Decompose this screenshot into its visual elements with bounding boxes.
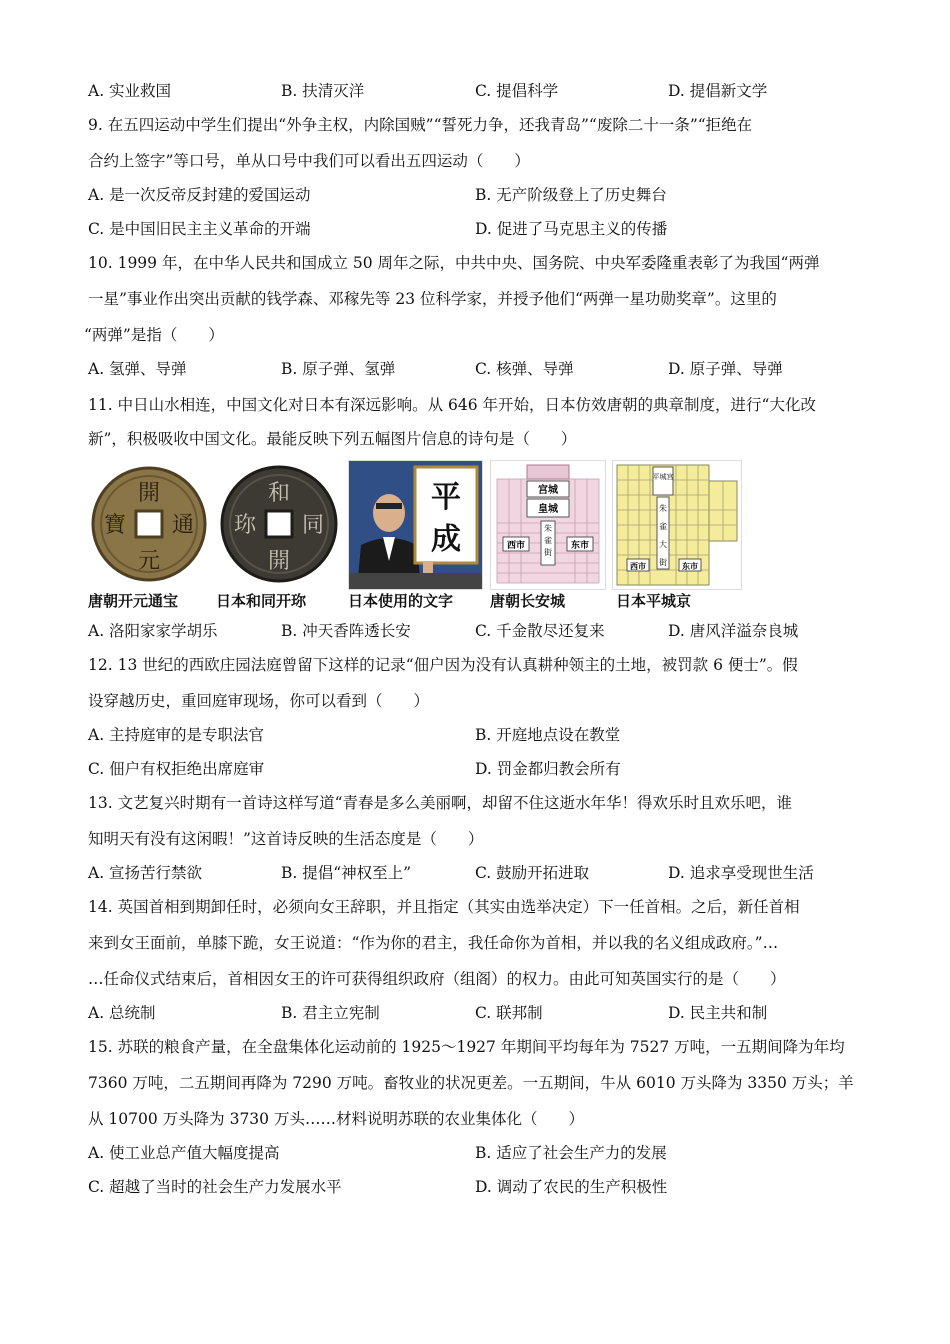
caption-kaiyuan-coin: 唐朝开元通宝 xyxy=(88,592,179,610)
q9-stem-line-1: 9. 在五四运动中学生们提出“外争主权，内除国贼”“誓死力争，还我青岛”“废除二十一条”“拒绝在 xyxy=(88,116,753,134)
heijo-label-zhuque-3: 大 xyxy=(659,540,667,549)
heisei-placard-photo xyxy=(348,460,483,590)
coin2-char-top: 和 xyxy=(267,481,291,506)
q9-option-a: A. 是一次反帝反封建的爱国运动 xyxy=(88,186,311,204)
q13-option-c: C. 鼓励开拓进取 xyxy=(475,864,590,882)
caption-changan-city: 唐朝长安城 xyxy=(490,592,566,610)
changan-city-map xyxy=(490,460,606,590)
q10-stem-line-1: 10. 1999 年，在中华人民共和国成立 50 周年之际，中共中央、国务院、中央军委隆重表彰了为我国“两弹 xyxy=(88,254,820,272)
coin2-char-left: 珎 xyxy=(233,513,257,538)
q8-option-d: D. 提倡新文学 xyxy=(668,82,768,100)
person-face xyxy=(373,494,405,532)
q13-option-a: A. 宣扬苦行禁欲 xyxy=(88,864,203,882)
q10-option-a: A. 氢弹、导弹 xyxy=(88,360,187,378)
heijokyo-city-map xyxy=(612,460,742,590)
q12-stem-line-2: 设穿越历史，重回庭审现场，你可以看到（ ） xyxy=(88,692,430,710)
q15-stem-line-2: 7360 万吨，二五期间再降为 7290 万吨。畜牧业的状况更差。一五期间，牛从 6010 万头降为 3350 万头；羊 xyxy=(88,1074,854,1092)
heijo-label-zhuque-2: 雀 xyxy=(659,522,667,531)
q14-stem-line-2: 来到女王面前，单膝下跪，女王说道：“作为你的君主，我任命你为首相，并以我的名义组成政府。”… xyxy=(88,934,779,952)
q14-option-d: D. 民主共和制 xyxy=(668,1004,768,1022)
q13-option-d: D. 追求享受现世生活 xyxy=(668,864,814,882)
q12-option-b: B. 开庭地点设在教堂 xyxy=(475,726,621,744)
coin2-char-bottom: 開 xyxy=(267,549,291,574)
heijo-label-east-market: 东市 xyxy=(682,562,698,571)
q8-option-b: B. 扶清灭洋 xyxy=(281,82,365,100)
q13-stem-line-2: 知明天有没有这闲暇！”这首诗反映的生活态度是（ ） xyxy=(88,830,484,848)
q14-option-a: A. 总统制 xyxy=(88,1004,156,1022)
coin1-char-bottom: 元 xyxy=(137,549,161,574)
caption-heijokyo: 日本平城京 xyxy=(616,592,692,610)
q15-stem-line-3: 从 10700 万头降为 3730 万头……材料说明苏联的农业集体化（ ） xyxy=(88,1110,584,1128)
q11-option-b: B. 冲天香阵透长安 xyxy=(281,622,411,640)
placard-char-2: 成 xyxy=(431,522,461,557)
q13-option-b: B. 提倡“神权至上” xyxy=(281,864,412,882)
q15-option-d: D. 调动了农民的生产积极性 xyxy=(475,1178,668,1196)
q9-option-c: C. 是中国旧民主主义革命的开端 xyxy=(88,220,311,238)
q9-stem-line-2: 合约上签字”等口号，单从口号中我们可以看出五四运动（ ） xyxy=(88,152,530,170)
q14-stem-line-1: 14. 英国首相到期卸任时，必须向女王辞职，并且指定（其实由选举决定）下一任首相。之后，新任首相 xyxy=(88,898,800,916)
q12-option-a: A. 主持庭审的是专职法官 xyxy=(88,726,265,744)
q11-option-d: D. 唐风洋溢奈良城 xyxy=(668,622,799,640)
q11-stem-line-2: 新”，积极吸收中国文化。最能反映下列五幅图片信息的诗句是（ ） xyxy=(88,430,577,448)
wado-kaichin-coin-image xyxy=(216,460,342,588)
coin1-char-top: 開 xyxy=(137,481,161,506)
q8-option-c: C. 提倡科学 xyxy=(475,82,559,100)
changan-label-zhuque-2: 雀 xyxy=(544,536,552,545)
changan-label-zhuque-1: 朱 xyxy=(544,524,552,533)
changan-label-west-market: 西市 xyxy=(506,541,526,551)
q10-option-b: B. 原子弹、氢弹 xyxy=(281,360,396,378)
heijo-label-zhuque-4: 街 xyxy=(659,558,667,567)
q12-option-d: D. 罚金都归教会所有 xyxy=(475,760,621,778)
heijo-label-palace: 平城宫 xyxy=(652,473,674,481)
q10-option-c: C. 核弹、导弹 xyxy=(475,360,574,378)
q8-option-a: A. 实业救国 xyxy=(88,82,172,100)
q10-stem-line-3: “两弹”是指（ ） xyxy=(84,326,224,344)
q15-stem-line-1: 15. 苏联的粮食产量，在全盘集体化运动前的 1925～1927 年期间平均每年为 7527 万吨，一五期间降为年均 xyxy=(88,1038,845,1056)
q14-stem-line-3: …任命仪式结束后，首相因女王的许可获得组织政府（组阁）的权力。由此可知英国实行的是（ ） xyxy=(88,970,786,988)
q10-option-d: D. 原子弹、导弹 xyxy=(668,360,783,378)
q12-option-c: C. 佃户有权拒绝出席庭审 xyxy=(88,760,265,778)
q11-option-a: A. 洛阳家家学胡乐 xyxy=(88,622,218,640)
q15-option-a: A. 使工业总产值大幅度提高 xyxy=(88,1144,280,1162)
q11-stem-line-1: 11. 中日山水相连，中国文化对日本有深远影响。从 646 年开始，日本仿效唐朝的典章制度，进行“大化改 xyxy=(88,396,816,414)
q15-option-c: C. 超越了当时的社会生产力发展水平 xyxy=(88,1178,342,1196)
heijo-label-west-market: 西市 xyxy=(630,562,646,571)
changan-label-palace: 宫城 xyxy=(538,485,558,496)
placard-char-1: 平 xyxy=(431,480,461,515)
q9-option-d: D. 促进了马克思主义的传播 xyxy=(475,220,668,238)
heijo-label-zhuque-1: 朱 xyxy=(659,504,667,513)
q14-option-c: C. 联邦制 xyxy=(475,1004,543,1022)
coin1-char-left: 寶 xyxy=(103,513,127,538)
changan-label-zhuque-3: 街 xyxy=(544,548,552,557)
kaiyuan-tongbao-coin-image xyxy=(88,460,210,588)
q10-stem-line-2: 一星”事业作出突出贡献的钱学森、邓稼先等 23 位科学家，并授予他们“两弹一星功勋奖章”。这里的 xyxy=(88,290,777,308)
q14-option-b: B. 君主立宪制 xyxy=(281,1004,380,1022)
changan-label-east-market: 东市 xyxy=(570,541,590,551)
q9-option-b: B. 无产阶级登上了历史舞台 xyxy=(475,186,667,204)
changan-label-imperial-city: 皇城 xyxy=(538,504,558,515)
q13-stem-line-1: 13. 文艺复兴时期有一首诗这样写道“青春是多么美丽啊，却留不住这逝水年华！得欢乐时且欢乐吧，谁 xyxy=(88,794,793,812)
caption-japanese-script: 日本使用的文字 xyxy=(348,592,454,610)
q15-option-b: B. 适应了社会生产力的发展 xyxy=(475,1144,667,1162)
coin2-char-right: 同 xyxy=(301,513,325,538)
caption-wado-coin: 日本和同开珎 xyxy=(216,592,307,610)
q11-option-c: C. 千金散尽还复来 xyxy=(475,622,605,640)
q12-stem-line-1: 12. 13 世纪的西欧庄园法庭曾留下这样的记录“佃户因为没有认真耕种领主的土地，被罚款 6 便士”。假 xyxy=(88,656,798,674)
coin1-char-right: 通 xyxy=(171,513,195,538)
